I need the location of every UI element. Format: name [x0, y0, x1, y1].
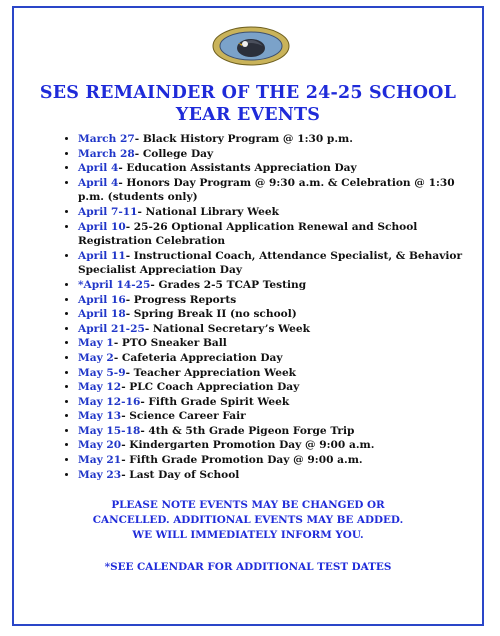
list-item	[78, 366, 478, 381]
event-text: - Cafeteria Appreciation Day	[113, 351, 283, 364]
event-text: - PLC Coach Appreciation Day	[121, 381, 300, 394]
event-date: April 18	[78, 308, 126, 321]
notice-line: CANCELLED. ADDITIONAL EVENTS MAY BE ADDED.	[92, 514, 404, 526]
event-text: - Honors Day Program @ 9:30 a.m. & Celebration @ 1:30 p.m. (students only)	[78, 176, 455, 204]
list-item	[78, 438, 478, 453]
event-date: May 13	[78, 410, 122, 423]
event-text: - College Day	[134, 147, 214, 160]
event-date: May 20	[78, 439, 122, 452]
event-text: - Fifth Grade Spirit Week	[140, 395, 290, 408]
event-date: April 4	[78, 162, 119, 175]
event-text: - Black History Program @ 1:30 p.m.	[134, 133, 353, 145]
list-item	[78, 278, 478, 293]
list-item	[78, 220, 478, 249]
page-title	[20, 82, 476, 126]
event-text: - National Secretary’s Week	[144, 322, 310, 335]
list-item	[78, 147, 478, 162]
calendar-note-text: *SEE CALENDAR FOR ADDITIONAL TEST DATES	[104, 561, 392, 573]
event-text: - Fifth Grade Promotion Day @ 9:00 a.m.	[121, 454, 363, 467]
notice-line: WE WILL IMMEDIATELY INFORM YOU.	[132, 529, 364, 541]
list-item	[78, 395, 478, 410]
event-text: - Last Day of School	[121, 468, 240, 481]
event-text: - PTO Sneaker Ball	[113, 337, 227, 350]
event-date: May 15-18	[78, 424, 141, 437]
event-text: - Science Career Fair	[121, 410, 246, 423]
title-line: YEAR EVENTS	[175, 105, 321, 125]
notice-line: PLEASE NOTE EVENTS MAY BE CHANGED OR	[111, 499, 385, 511]
list-item	[78, 249, 478, 278]
title-line: SES REMAINDER OF THE 24-25 SCHOOL	[39, 83, 457, 103]
list-item	[78, 132, 478, 147]
list-item	[78, 307, 478, 322]
list-item	[78, 176, 478, 205]
event-date: May 5-9	[78, 366, 126, 379]
event-date: May 21	[78, 454, 122, 467]
list-item	[78, 322, 478, 337]
event-text: - Teacher Appreciation Week	[125, 366, 297, 379]
event-date: May 2	[78, 351, 114, 364]
event-date: April 21-25	[78, 322, 145, 335]
event-date: April 11	[78, 249, 126, 262]
event-text: - Instructional Coach, Attendance Specialist, & Behavior Specialist Appreciation Day	[78, 249, 463, 277]
list-item	[78, 351, 478, 366]
events-list	[60, 132, 478, 482]
event-date: April 7-11	[78, 205, 138, 218]
event-text: - Kindergarten Promotion Day @ 9:00 a.m.	[121, 439, 375, 452]
change-notice	[40, 498, 456, 543]
list-item	[78, 453, 478, 468]
event-date: April 16	[78, 293, 126, 306]
event-date: March 28	[78, 147, 135, 160]
event-date: May 12-16	[78, 395, 141, 408]
event-text: - 4th & 5th Grade Pigeon Forge Trip	[140, 424, 355, 437]
school-logo	[212, 26, 290, 66]
event-date: *April 14-25	[78, 278, 151, 291]
list-item	[78, 380, 478, 395]
list-item	[78, 409, 478, 424]
event-date: May 23	[78, 468, 122, 481]
list-item	[78, 293, 478, 308]
event-text: - Education Assistants Appreciation Day	[118, 162, 357, 175]
event-text: - Spring Break II (no school)	[125, 308, 297, 321]
list-item	[78, 424, 478, 439]
calendar-note	[40, 560, 456, 575]
list-item	[78, 161, 478, 176]
event-date: April 10	[78, 220, 126, 233]
event-date: March 27	[78, 133, 135, 145]
event-date: May 12	[78, 381, 122, 394]
event-date: April 4	[78, 176, 119, 189]
list-item	[78, 336, 478, 351]
event-text: - Progress Reports	[125, 293, 237, 306]
event-text: - Grades 2-5 TCAP Testing	[150, 278, 307, 291]
event-text: - National Library Week	[137, 205, 279, 218]
event-date: May 1	[78, 337, 114, 350]
list-item	[78, 205, 478, 220]
list-item	[78, 468, 478, 483]
event-text: - 25-26 Optional Application Renewal and School Registration Celebration	[78, 220, 418, 248]
